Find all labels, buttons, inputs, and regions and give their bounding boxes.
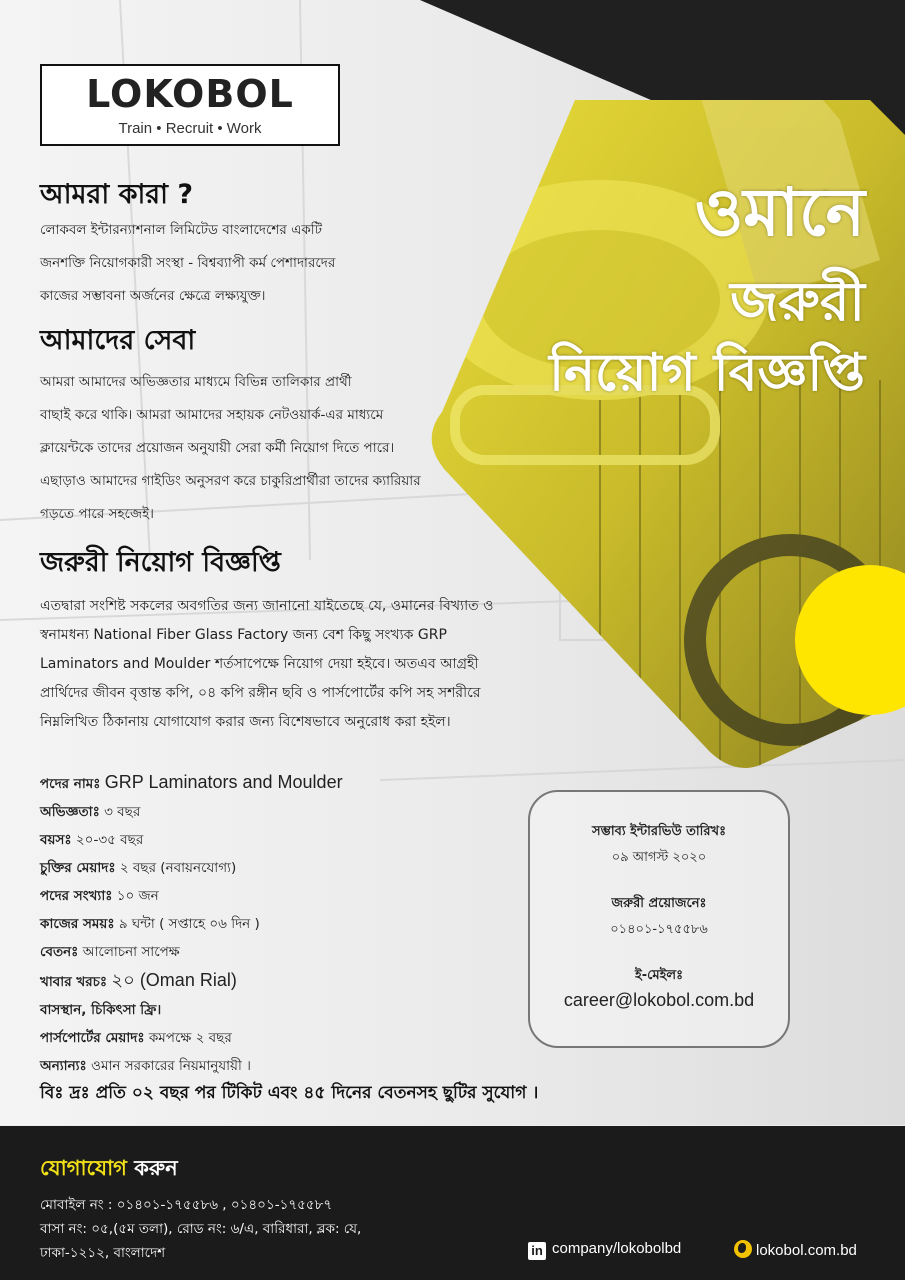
about-line: লোকবল ইন্টারন্যাশনাল লিমিটেড বাংলাদেশের একটি <box>40 222 323 238</box>
detail-experience: অভিজ্ঞতাঃ ৩ বছর <box>40 804 141 820</box>
services-line: ক্লায়েন্টকে তাদের প্রয়োজন অনুযায়ী সেরা কর্মী নিয়োগ দিতে পারে। <box>40 440 395 456</box>
about-paragraph <box>40 214 335 313</box>
footer-mobile: মোবাইল নং : ০১৪০১-১৭৫৫৮৬ , ০১৪০১-১৭৫৫৮৭ <box>40 1197 333 1213</box>
services-heading: আমাদের সেবা <box>40 325 196 356</box>
company-logo <box>40 64 340 146</box>
headline-line-2: জরুরী <box>730 270 865 333</box>
logo-tagline: Train • Recruit • Work <box>118 120 262 137</box>
website-link[interactable]: lokobol.com.bd <box>734 1240 857 1259</box>
notice-heading: জরুরী নিয়োগ বিজ্ঞপ্তি <box>40 547 281 578</box>
detail-age: বয়সঃ ২০-৩৫ বছর <box>40 832 144 848</box>
detail-contract: চুক্তির মেয়াদঃ ২ বছর (নবায়নযোগ্য) <box>40 860 237 876</box>
notice-line: নিম্নলিখিত ঠিকানায় যোগাযোগ করার জন্য বিশেষভাবে অনুরোধ করা হইল। <box>40 714 451 730</box>
linkedin-link[interactable]: in company/lokobolbd <box>528 1240 681 1260</box>
notice-line: প্রার্থিদের জীবন বৃত্তান্ত কপি, ০৪ কপি রঙ্গীন ছবি ও পার্সপোর্টের কপি সহ সশরীরে <box>40 685 481 701</box>
services-line: বাছাই করে থাকি। আমরা আমাদের সহায়ক নেটওয়ার্ক-এর মাধ্যমে <box>40 407 384 423</box>
detail-hours: কাজের সময়ঃ ৯ ঘন্টা ( সপ্তাহে ০৬ দিন ) <box>40 916 260 932</box>
detail-position: পদের নামঃ GRP Laminators and Moulder <box>40 772 343 792</box>
email-link[interactable]: career@lokobol.com.bd <box>563 990 755 1010</box>
services-paragraph <box>40 366 421 531</box>
job-details <box>40 768 343 1080</box>
footnote: বিঃ দ্রঃ প্রতি ০২ বছর পর টিকিট এবং ৪৫ দিনের বেতনসহ ছুটির সুযোগ । <box>40 1083 539 1103</box>
footer-address-line-1: বাসা নং: ০৫,(৫ম তলা), রোড নং: ৬/এ, বারিধারা, ব্লক: যে, <box>40 1221 362 1237</box>
email-label: ই-মেইলঃ <box>634 968 684 983</box>
footer-address-line-2: ঢাকা-১২১২, বাংলাদেশ <box>40 1245 166 1261</box>
about-line: কাজের সম্ভাবনা অর্জনের ক্ষেত্রে লক্ষ্যযুক্ত। <box>40 288 266 304</box>
detail-passport: পার্সপোর্টের মেয়াদঃ কমপক্ষে ২ বছর <box>40 1030 232 1046</box>
about-line: জনশক্তি নিয়োগকারী সংস্থা - বিশ্বব্যাপী কর্ম পেশাদারদের <box>40 255 336 271</box>
interview-date-label: সম্ভাব্য ইন্টারভিউ তারিখঃ <box>592 824 726 839</box>
notice-paragraph <box>40 592 493 737</box>
detail-salary: বেতনঃ আলোচনা সাপেক্ষ <box>40 944 180 960</box>
linkedin-icon: in <box>528 1242 546 1260</box>
notice-line: Laminators and Moulder শর্তসাপেক্ষে নিয়োগ দেয়া হইবে। অতএব আগ্রহী <box>40 656 479 672</box>
contact-footer <box>0 1126 905 1280</box>
services-line: আমরা আমাদের অভিজ্ঞতার মাধ্যমে বিভিন্ন তালিকার প্রার্থী <box>40 374 352 390</box>
footer-title: যোগাযোগ করুন <box>40 1156 178 1180</box>
detail-vacancy: পদের সংখ্যাঃ ১০ জন <box>40 888 159 904</box>
headline-line-3: নিয়োগ বিজ্ঞপ্তি <box>549 343 865 403</box>
globe-icon <box>734 1240 752 1258</box>
services-line: গড়তে পারে সহজেই। <box>40 506 154 522</box>
detail-food: খাবার খরচঃ ২০ (Oman Rial) <box>40 970 237 990</box>
notice-line: স্বনামধন্য National Fiber Glass Factory জন্য বেশ কিছু সংখ্যক GRP <box>40 627 447 643</box>
notice-line: এতদ্বারা সংশিষ্ট সকলের অবগতির জন্য জানানো যাইতেছে যে, ওমানের বিখ্যাত ও <box>40 598 494 614</box>
about-heading: আমরা কারা ? <box>40 179 194 210</box>
logo-wordmark: LOKOBOL <box>86 72 294 116</box>
interview-date-value: ০৯ আগস্ট ২০২০ <box>611 850 707 865</box>
urgent-contact-value: ০১৪০১-১৭৫৫৮৬ <box>610 922 708 937</box>
detail-other: অন্যান্যঃ ওমান সরকারের নিয়মানুযায়ী । <box>40 1058 251 1074</box>
urgent-contact-label: জরুরী প্রয়োজনেঃ <box>611 896 707 911</box>
services-line: এছাড়াও আমাদের গাইডিং অনুসরণ করে চাকুরিপ্রার্থীরা তাদের ক্যারিয়ার <box>40 473 421 489</box>
headline-line-1: ওমানে <box>694 174 865 251</box>
interview-info-box <box>528 790 790 1048</box>
detail-housing: বাসস্থান, চিকিৎসা ফ্রি। <box>40 1002 162 1018</box>
